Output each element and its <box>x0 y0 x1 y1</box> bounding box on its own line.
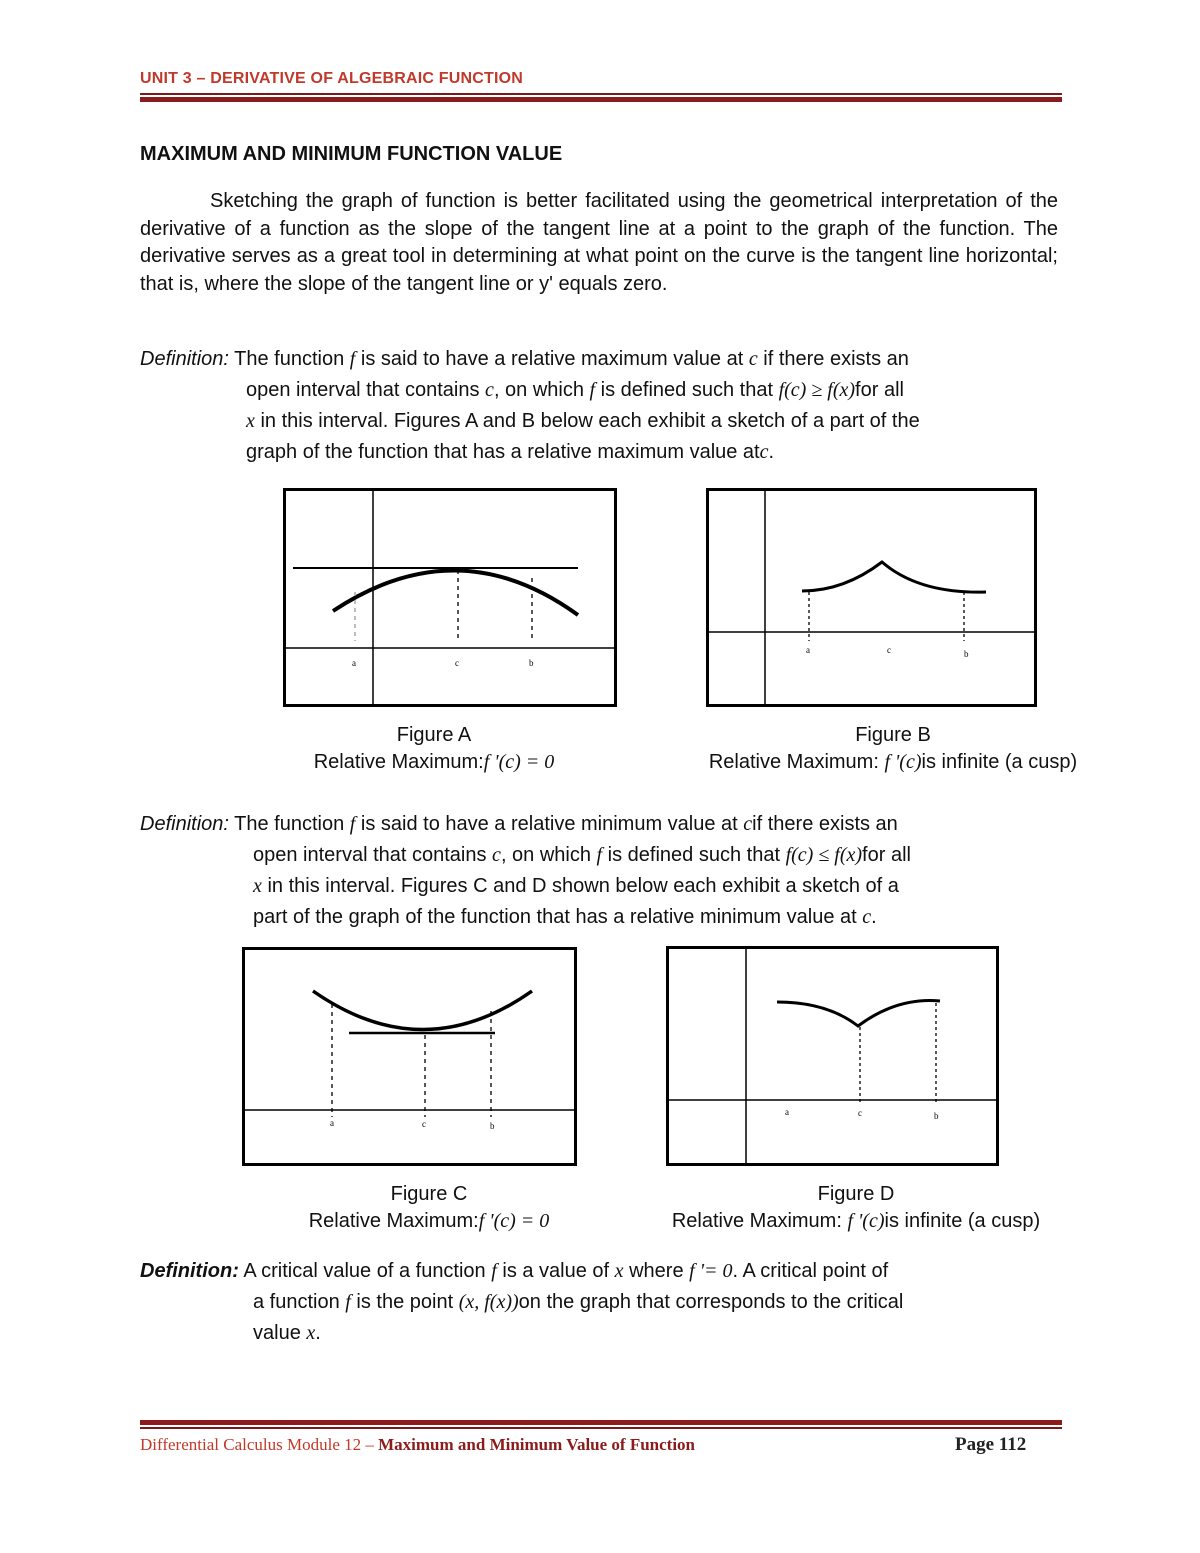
figure-d-caption: Figure D Relative Maximum: f '(c)is infinite (a cusp) <box>625 1181 1087 1235</box>
def-min-line-2: open interval that contains c, on which f is defined such that f(c) ≤ f(x)for all <box>253 844 911 866</box>
fig-d-label-a: a <box>785 1107 789 1117</box>
definition-label: Definition: <box>140 813 229 835</box>
def-min-line-1: Definition: The function f is said to have a relative minimum value at cif there exists an <box>140 813 898 835</box>
fig-a-label-b: b <box>529 658 534 668</box>
def-max-line-2: open interval that contains c, on which f is defined such that f(c) ≥ f(x)for all <box>246 379 904 401</box>
header-rule-thin <box>140 93 1062 95</box>
fig-b-label-c: c <box>887 645 891 655</box>
footer-rule-thin <box>140 1427 1062 1429</box>
footer-module-title: Differential Calculus Module 12 – Maximum and Minimum Value of Function <box>140 1435 696 1454</box>
fig-a-label-c: c <box>455 658 459 668</box>
fig-d-label-c: c <box>858 1108 862 1118</box>
def-max-line-4: graph of the function that has a relative maximum value atc. <box>246 441 775 463</box>
definition-label: Definition: <box>140 1260 239 1282</box>
figure-b <box>706 488 1037 707</box>
figure-d-title: Figure D <box>817 1183 895 1205</box>
unit-header: UNIT 3 – DERIVATIVE OF ALGEBRAIC FUNCTION <box>140 70 524 87</box>
page-number: Page 112 <box>955 1434 1027 1455</box>
fig-c-label-c: c <box>422 1119 426 1129</box>
figure-c <box>242 947 577 1166</box>
min-inequality: f(c) ≤ f(x) <box>785 844 863 866</box>
figure-d <box>666 946 999 1166</box>
def-crit-line-2: a function f is the point (x, f(x))on the graph that corresponds to the critical <box>253 1291 904 1313</box>
figure-a <box>283 488 617 707</box>
figure-a-caption: Figure A Relative Maximum:f '(c) = 0 <box>288 722 580 776</box>
footer-rule-thick <box>140 1420 1062 1425</box>
fig-c-label-a: a <box>330 1118 334 1128</box>
figure-c-caption: Figure C Relative Maximum:f '(c) = 0 <box>283 1181 575 1235</box>
definition-label: Definition: <box>140 348 229 370</box>
fig-d-label-b: b <box>934 1111 939 1121</box>
def-crit-line-1: Definition: A critical value of a function f is a value of x where f '= 0. A critical point of <box>140 1260 889 1282</box>
def-min-line-4: part of the graph of the function that has a relative minimum value at c. <box>253 906 877 928</box>
figure-a-math: f '(c) = 0 <box>483 751 555 773</box>
intro-text: Sketching the graph of function is better facilitated using the geometrical interpretation of the derivative of a function as the slope of the tangent line at a point to the graph of the function. The derivative serves as a great tool in determining at what point on the curve is the tangent line horizontal; that is, where the slope of the tangent line or y' equals zero. <box>140 190 1058 295</box>
figure-c-graph <box>245 950 574 1163</box>
section-title: MAXIMUM AND MINIMUM FUNCTION VALUE <box>140 143 563 165</box>
figure-d-math: f '(c) <box>847 1210 885 1232</box>
critical-condition: f '= 0 <box>689 1260 733 1282</box>
fig-b-label-a: a <box>806 645 810 655</box>
figure-d-graph <box>669 949 996 1163</box>
def-max-line-1: Definition: The function f is said to have a relative maximum value at c if there exists an <box>140 348 909 370</box>
figure-a-graph <box>286 491 614 704</box>
figure-b-graph <box>709 491 1034 704</box>
figure-a-title: Figure A <box>396 724 472 746</box>
figure-c-math: f '(c) = 0 <box>478 1210 550 1232</box>
figure-b-title: Figure B <box>855 724 931 746</box>
figure-b-math: f '(c) <box>884 751 922 773</box>
figure-c-title: Figure C <box>390 1183 468 1205</box>
fig-b-label-b: b <box>964 649 969 659</box>
def-max-line-3: x in this interval. Figures A and B below each exhibit a sketch of a part of the <box>246 410 920 432</box>
header-rule-thick <box>140 97 1062 102</box>
def-min-line-3: x in this interval. Figures C and D shown below each exhibit a sketch of a <box>253 875 899 897</box>
figure-b-caption: Figure B Relative Maximum: f '(c)is infinite (a cusp) <box>662 722 1124 776</box>
max-inequality: f(c) ≥ f(x) <box>778 379 856 401</box>
critical-point: (x, f(x)) <box>458 1291 519 1313</box>
fig-c-label-b: b <box>490 1121 495 1131</box>
def-crit-line-3: value x. <box>253 1322 321 1344</box>
intro-paragraph <box>140 188 1058 298</box>
fig-a-label-a: a <box>352 658 356 668</box>
